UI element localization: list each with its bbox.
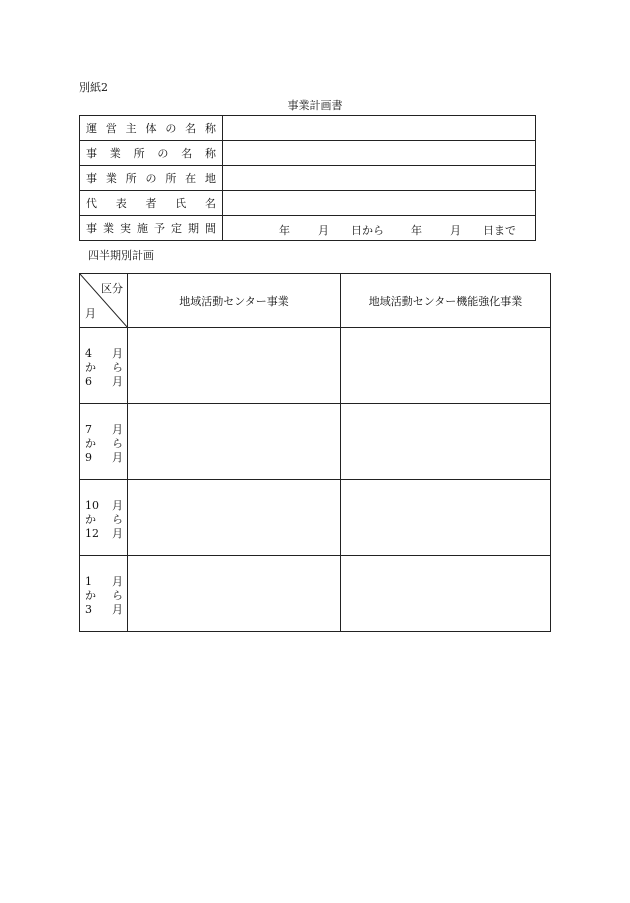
info-row xyxy=(80,141,536,166)
info-row-label xyxy=(80,141,223,166)
label-char: 者 xyxy=(145,197,157,210)
label-char: 表 xyxy=(115,197,127,210)
info-row xyxy=(80,216,536,241)
plan-cell-function-enhancement[interactable] xyxy=(341,480,551,556)
info-row-value[interactable] xyxy=(223,141,536,166)
label-char: 運 xyxy=(86,122,97,135)
month-char: 月 xyxy=(112,347,123,360)
label-char: 名 xyxy=(181,147,193,160)
info-row xyxy=(80,166,536,191)
label-char: 地 xyxy=(204,172,216,185)
quarter-label-line xyxy=(85,528,123,539)
info-row-value[interactable] xyxy=(223,216,536,241)
plan-cell-function-enhancement[interactable] xyxy=(341,404,551,480)
quarter-label-line xyxy=(85,362,123,373)
month-char: 月 xyxy=(112,499,123,512)
info-row-value[interactable] xyxy=(223,116,536,141)
label-char: 所 xyxy=(125,172,137,185)
plan-cell-community-center[interactable] xyxy=(128,328,341,404)
info-row-label xyxy=(80,216,223,241)
start-month-number: 10 xyxy=(85,499,99,512)
month-char: 月 xyxy=(112,375,123,388)
label-char: の xyxy=(145,172,157,185)
label-char: 予 xyxy=(154,222,165,235)
month-char: 月 xyxy=(112,603,123,616)
quarter-row xyxy=(80,328,551,404)
plan-cell-function-enhancement[interactable] xyxy=(341,328,551,404)
quarter-label-line xyxy=(85,424,123,435)
end-month-number: 6 xyxy=(85,375,92,388)
plan-cell-function-enhancement[interactable] xyxy=(341,556,551,632)
quarter-label-cell xyxy=(80,556,128,632)
start-month-number: 4 xyxy=(85,347,92,360)
plan-cell-community-center[interactable] xyxy=(128,556,341,632)
label-char: 業 xyxy=(103,222,114,235)
end-month-number: 3 xyxy=(85,603,92,616)
period-year2: 年 xyxy=(411,224,422,237)
corner-label-month: 月 xyxy=(85,307,96,320)
label-char: 主 xyxy=(125,122,137,135)
label-char: 代 xyxy=(86,197,97,210)
end-month-number: 9 xyxy=(85,451,92,464)
month-char: 月 xyxy=(112,527,123,540)
quarter-label-cell xyxy=(80,328,128,404)
quarter-label-line xyxy=(85,576,123,587)
column-header-community-center: 地域活動センター事業 xyxy=(128,274,341,328)
quarter-label-line xyxy=(85,500,123,511)
plan-cell-community-center[interactable] xyxy=(128,480,341,556)
info-row-label xyxy=(80,116,223,141)
quarter-label-line xyxy=(85,438,123,449)
quarter-label-line xyxy=(85,514,123,525)
quarter-label-cell xyxy=(80,480,128,556)
ka-char: か xyxy=(85,513,96,526)
start-month-number: 7 xyxy=(85,423,92,436)
month-char: 月 xyxy=(112,575,123,588)
ra-char: ら xyxy=(112,361,123,374)
quarter-label-line xyxy=(85,604,123,615)
info-row-value[interactable] xyxy=(223,191,536,216)
period-month2: 月 xyxy=(450,224,461,237)
label-char: 営 xyxy=(105,122,117,135)
period-year1: 年 xyxy=(279,224,290,237)
quarter-row xyxy=(80,404,551,480)
plan-cell-community-center[interactable] xyxy=(128,404,341,480)
label-char: 定 xyxy=(171,222,182,235)
info-row xyxy=(80,191,536,216)
label-char: の xyxy=(165,122,177,135)
quarter-plan-title: 四半期別計画 xyxy=(88,249,154,262)
label-char: 業 xyxy=(105,172,117,185)
quarter-plan-table xyxy=(79,273,551,632)
period-day-until: 日まで xyxy=(483,224,516,237)
quarter-row xyxy=(80,556,551,632)
month-char: 月 xyxy=(112,451,123,464)
quarter-row xyxy=(80,480,551,556)
period-month1: 月 xyxy=(318,224,329,237)
attachment-label: 別紙2 xyxy=(79,81,108,94)
info-row-value[interactable] xyxy=(223,166,536,191)
month-char: 月 xyxy=(112,423,123,436)
header-corner-cell xyxy=(80,274,128,328)
label-char: 名 xyxy=(205,197,216,210)
ra-char: ら xyxy=(112,513,123,526)
ra-char: ら xyxy=(112,589,123,602)
quarter-label-cell xyxy=(80,404,128,480)
label-char: の xyxy=(157,147,169,160)
label-char: 事 xyxy=(86,172,97,185)
label-char: 名 xyxy=(185,122,197,135)
label-char: 所 xyxy=(165,172,177,185)
quarter-label-line xyxy=(85,590,123,601)
plan-header-row xyxy=(80,274,551,328)
info-row xyxy=(80,116,536,141)
label-char: 氏 xyxy=(175,197,187,210)
ka-char: か xyxy=(85,589,96,602)
ka-char: か xyxy=(85,437,96,450)
info-row-label xyxy=(80,166,223,191)
label-char: 在 xyxy=(185,172,197,185)
label-char: 事 xyxy=(86,222,97,235)
label-char: 期 xyxy=(188,222,199,235)
corner-label-kubun: 区分 xyxy=(101,282,123,295)
label-char: 業 xyxy=(109,147,121,160)
label-char: 体 xyxy=(145,122,157,135)
label-char: 事 xyxy=(86,147,97,160)
label-char: 実 xyxy=(120,222,131,235)
label-char: 施 xyxy=(137,222,148,235)
label-char: 所 xyxy=(133,147,145,160)
ra-char: ら xyxy=(112,437,123,450)
quarter-label-line xyxy=(85,376,123,387)
column-header-function-enhancement: 地域活動センター機能強化事業 xyxy=(341,274,551,328)
start-month-number: 1 xyxy=(85,575,92,588)
label-char: 称 xyxy=(204,122,216,135)
period-day-from: 日から xyxy=(351,224,384,237)
label-char: 間 xyxy=(205,222,216,235)
document-title: 事業計画書 xyxy=(287,99,343,112)
ka-char: か xyxy=(85,361,96,374)
quarter-label-line xyxy=(85,348,123,359)
label-char: 称 xyxy=(204,147,216,160)
quarter-label-line xyxy=(85,452,123,463)
end-month-number: 12 xyxy=(85,527,99,540)
info-row-label xyxy=(80,191,223,216)
info-table xyxy=(79,115,536,241)
